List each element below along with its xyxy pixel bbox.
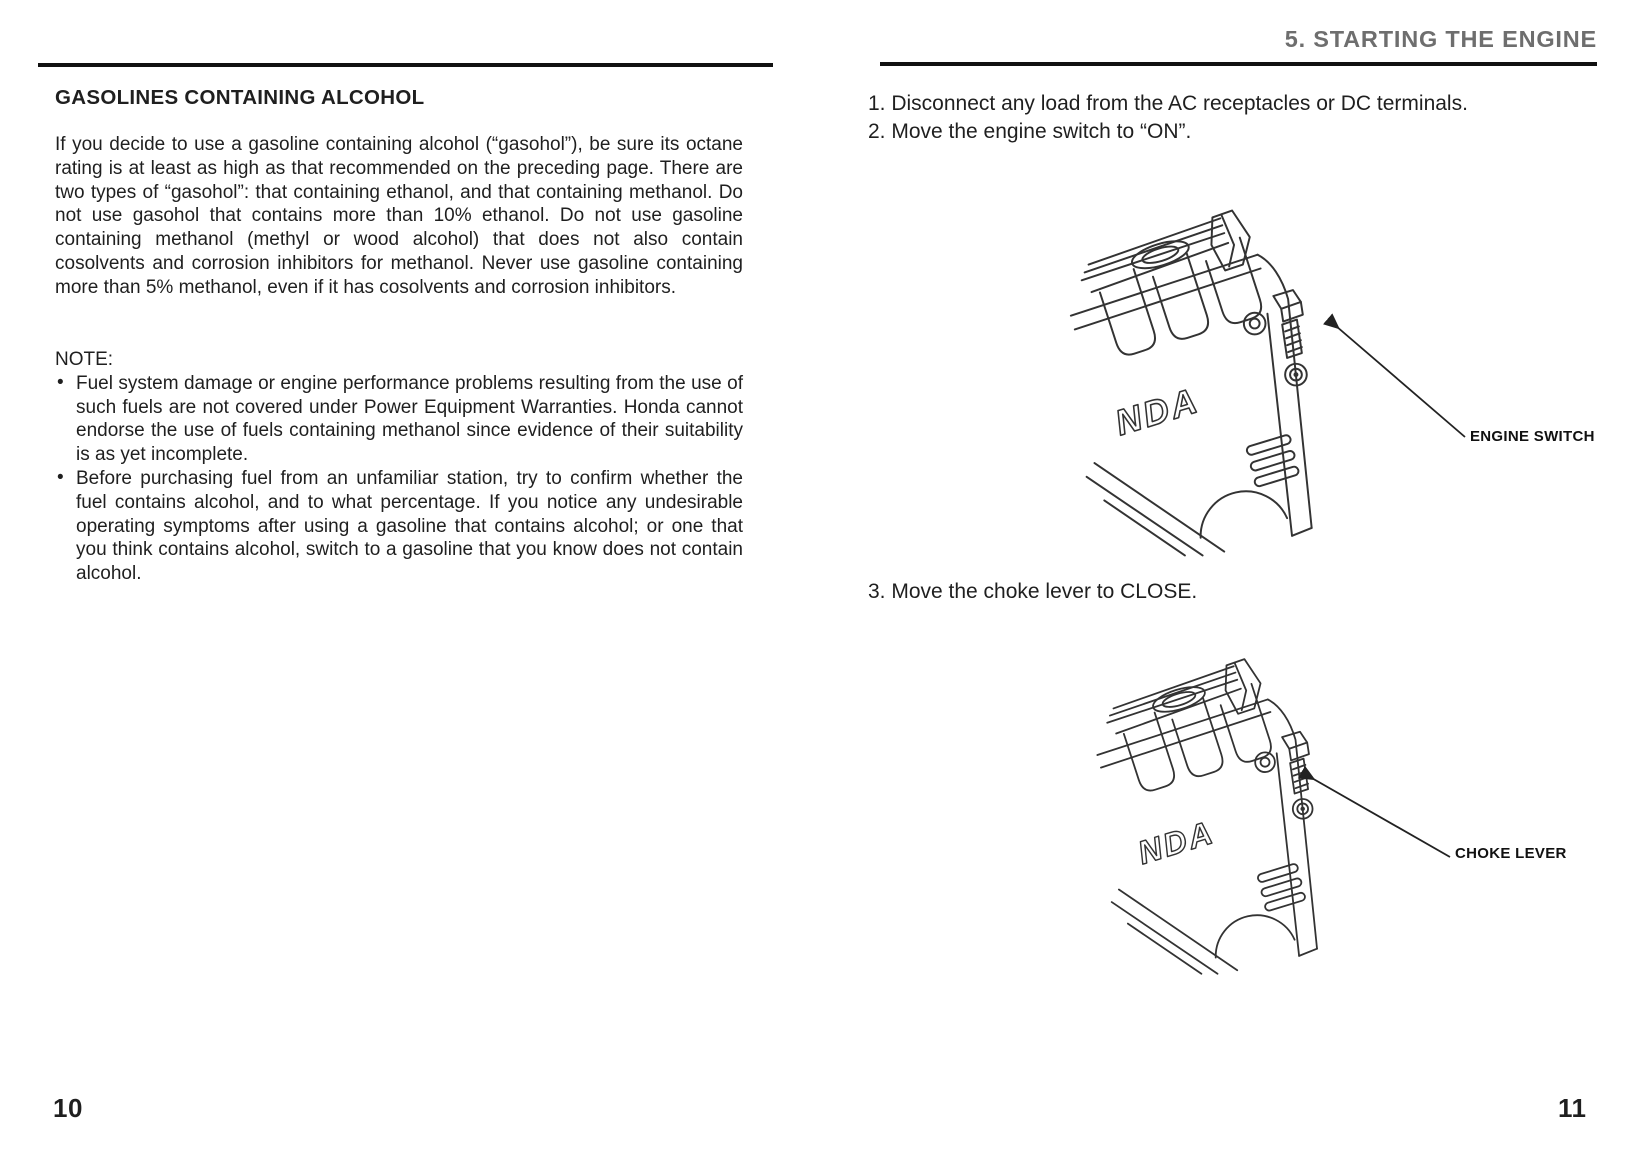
chapter-header: 5. STARTING THE ENGINE — [1284, 26, 1597, 52]
choke-lever-label: CHOKE LEVER — [1455, 845, 1567, 862]
left-page-header-rule — [38, 63, 773, 67]
note-block — [55, 348, 745, 586]
section-heading: GASOLINES CONTAINING ALCOHOL — [55, 86, 425, 109]
body-paragraph: If you decide to use a gasoline containing alcohol (“gasohol”), be sure its octane rating is at least as high as that recommended on the preceding page. There are two types of “gasohol”: that containing ethanol, and that containing methanol. Do not use gasohol that contains more than 10% ethanol. Do not use gasoline containing methanol (methyl or wood alcohol) that does not also contain cosolvents and corrosion inhibitors for methanol. Never use gasoline containing more than 5% methanol, even if it has cosolvents and corrosion inhibitors. — [55, 134, 743, 298]
page-number-left: 10 — [53, 1093, 83, 1123]
page-number-right: 11 — [1558, 1093, 1587, 1123]
generator-illustration — [1092, 654, 1352, 978]
generator-illustration — [1065, 205, 1350, 560]
step-list-continued — [868, 578, 1588, 606]
note-item: • Before purchasing fuel from an unfamiliar station, try to confirm whether the fuel contains alcohol, and to what percentage. If you notice any undesirable operating symptoms after using a gasoline that contains alcohol; or one that you think contains alcohol, switch to a gasoline that you know does not contain alcohol. — [55, 467, 743, 586]
note-label: NOTE: — [55, 349, 114, 370]
choke-lever-figure — [1040, 640, 1600, 985]
step-item: 1. Disconnect any load from the AC receptacles or DC terminals. — [868, 92, 1468, 115]
step-item: 3. Move the choke lever to CLOSE. — [868, 580, 1198, 603]
note-list — [55, 372, 743, 586]
note-item: • Fuel system damage or engine performance problems resulting from the use of such fuels are not covered under Power Equipment Warranties. Honda cannot endorse the use of fuels containing methanol since evidence of their suitability is as yet incomplete. — [55, 372, 743, 467]
step-list — [868, 90, 1588, 146]
choke-lever-arrow — [1040, 640, 1600, 985]
right-page-header-rule — [880, 62, 1597, 66]
step-item: 2. Move the engine switch to “ON”. — [868, 120, 1192, 143]
engine-switch-figure — [1040, 200, 1600, 572]
engine-switch-arrow — [1040, 200, 1600, 572]
engine-switch-label: ENGINE SWITCH — [1470, 428, 1595, 445]
